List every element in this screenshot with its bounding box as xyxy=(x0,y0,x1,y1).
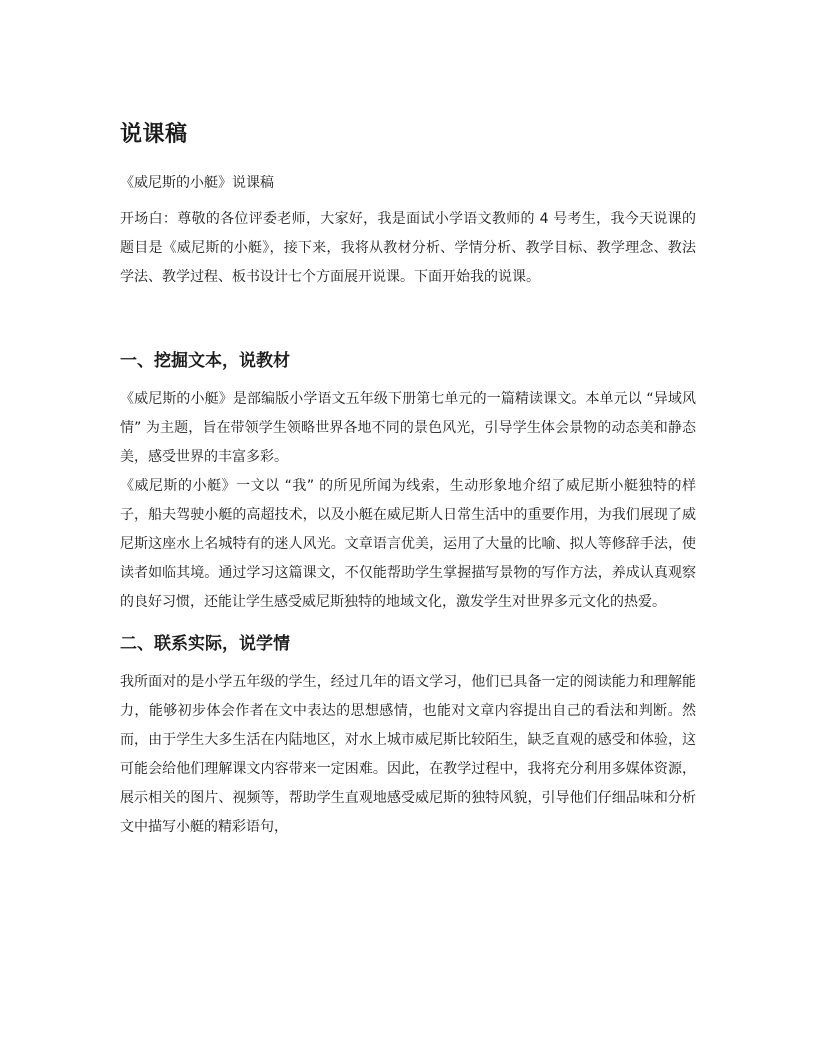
document-subtitle: 《威尼斯的小艇》说课稿 xyxy=(120,175,274,191)
intro-paragraph: 开场白：尊敬的各位评委老师，大家好，我是面试小学语文教师的 4 号考生，我今天说课的题目是《威尼斯的小艇》，接下来，我将从教材分析、学情分析、教学目标、教学理念、教法学法、教学过程、板书设计七个方面展开说课。下面开始我的说课。 xyxy=(120,211,696,285)
section-textbook xyxy=(120,348,696,617)
spacer xyxy=(120,617,696,631)
section-heading: 一、挖掘文本，说教材 xyxy=(120,351,290,371)
document-body xyxy=(120,118,696,842)
spacer xyxy=(120,292,696,348)
document-title: 说课稿 xyxy=(120,122,188,147)
section-students xyxy=(120,631,696,842)
section-paragraph: 《威尼斯的小艇》是部编版小学语文五年级下册第七单元的一篇精读课文。本单元以 “异域风情” 为主题，旨在带领学生领略世界各地不同的景色风光，引导学生体会景物的动态美和静态美，感受世界的丰富多彩。 xyxy=(120,391,696,465)
section-heading: 二、联系实际，说学情 xyxy=(120,634,290,654)
section-paragraph: 《威尼斯的小艇》一文以 “我” 的所见所闻为线索，生动形象地介绍了威尼斯小艇独特的样子，船夫驾驶小艇的高超技术，以及小艇在威尼斯人日常生活中的重要作用，为我们展现了威尼斯这座水上名城特有的迷人风光。文章语言优美，运用了大量的比喻、拟人等修辞手法，使读者如临其境。通过学习这篇课文，不仅能帮助学生掌握描写景物的写作方法，养成认真观察的良好习惯，还能让学生感受威尼斯独特的地域文化，激发学生对世界多元文化的热爱。 xyxy=(120,478,696,610)
section-paragraph: 我所面对的是小学五年级的学生，经过几年的语文学习，他们已具备一定的阅读能力和理解能力，能够初步体会作者在文中表达的思想感情，也能对文章内容提出自己的看法和判断。然而，由于学生大多生活在内陆地区，对水上城市威尼斯比较陌生，缺乏直观的感受和体验，这可能会给他们理解课文内容带来一定困难。因此，在教学过程中，我将充分利用多媒体资源，展示相关的图片、视频等，帮助学生直观地感受威尼斯的独特风貌，引导他们仔细品味和分析文中描写小艇的精彩语句， xyxy=(120,674,696,835)
